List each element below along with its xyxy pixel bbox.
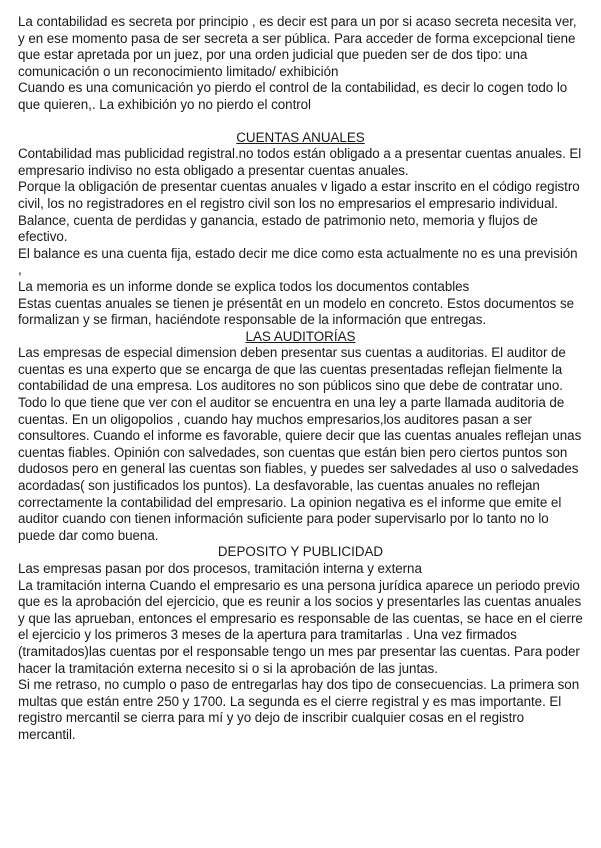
intro-paragraph-2: Cuando es una comunicación yo pierdo el control de la contabilidad, es decir lo cogen todo lo que quieren,. La exhibición yo no pierdo el control [18,80,568,112]
auditorias-paragraph-1: Las empresas de especial dimension deben presentar sus cuentas a auditorias. El auditor de cuentas es una experto que se encarga de que las cuentas presentadas reflejan fielmente la contabilidad de una empresa. Los auditores no son públicos sino que debe de contratar uno. Todo lo que tiene que ver con el auditor se encuentra en una ley a parte llamada auditoria de cuentas. En un oligopolios , cuando hay muchos empresarios,los auditores pasan a ser consultores. Cuando el informe es favorable, quiere decir que las cuentas anuales reflejan unas cuentas fiables. Opinión con salvedades, son cuentas que están bien pero ciertos puntos son dudosos pero en general las cuentas son fiables, y puedes ser salvedades al uso o salvedades acordadas( son justificados los puntos). La desfavorable, las cuentas anuales no reflejan correctamente la contabilidad del empresario. La opinion negativa es el informe que emite el auditor cuando con tienen información suficiente para poder supervisarlo por lo tanto no lo puede dar como buena. [18,345,582,543]
cuentas-paragraph-3: Balance, cuenta de perdidas y ganancia, estado de patrimonio neto, memoria y flujos de efectivo. [18,212,538,245]
cuentas-paragraph-6: Estas cuentas anuales se tienen je présentât en un modelo en concreto. Estos documentos se formalizan y se firman, haciéndote responsable de la información que entregas. [18,295,575,328]
deposito-paragraph-2: La tramitación interna Cuando el empresario es una persona jurídica aparece un periodo previo que es la aprobación del ejercicio, que es reunir a los socios y presentarles las cuentas anuales y que las aprueban, entonces el empresario es responsable de las cuentas, se hace en el cierre el ejercicio y los primeros 3 meses de la apertura para tramitarlas . Una vez firmados (tramitados)las cuentas por el responsable tengo un mes par presentar las cuentas. Para poder hacer la tramitación externa necesito si o si la aprobación de las juntas. [18,577,583,676]
heading-deposito-publicidad: DEPOSITO Y PUBLICIDAD [217,544,384,560]
section-gap [18,114,583,130]
deposito-paragraph-3: Si me retraso, no cumplo o paso de entregarlas hay dos tipo de consecuencias. La primera son multas que están entre 250 y 1700. La segunda es el cierre registral y es mas importante. El registro mercantil se cierra para mí y yo dejo de inscribir cualquier cosas en el registro mercantil. [18,677,580,742]
heading-auditorias-text: LAS AUDITORÍAS [245,328,356,344]
deposito-paragraph-1: Las empresas pasan por dos procesos, tramitación interna y externa [18,561,422,576]
cuentas-paragraph-1: Contabilidad mas publicidad registral.no todos están obligado a a presentar cuentas anuales. El empresario indiviso no esta obligado a presentar cuentas anuales. [18,146,582,178]
cuentas-paragraph-2: Porque la obligación de presentar cuentas anuales v ligado a estar inscrito en el código registro civil, los no registradores en el registro civil son los no empresarios el empresario individual. [18,179,580,211]
cuentas-paragraph-5: La memoria es un informe donde se explica todos los documentos contables [18,278,470,294]
cuentas-paragraph-4: El balance es una cuenta fija, estado decir me dice como esta actualmente no es una previsión , [18,245,578,278]
heading-cuentas-anuales-text: CUENTAS ANUALES [236,129,365,145]
heading-auditorias [18,329,583,346]
intro-paragraph-1: La contabilidad es secreta por principio , es decir est para un por si acaso secreta necesita ver, y en ese momento pasa de ser secreta a ser pública. Para acceder de forma excepcional tiene que estar apretada por un juez, por una orden judicial que pueden ser de dos tipo: una comunicación o un reconocimiento limitado/ exhibición [18,14,577,79]
heading-cuentas-anuales [18,130,583,147]
